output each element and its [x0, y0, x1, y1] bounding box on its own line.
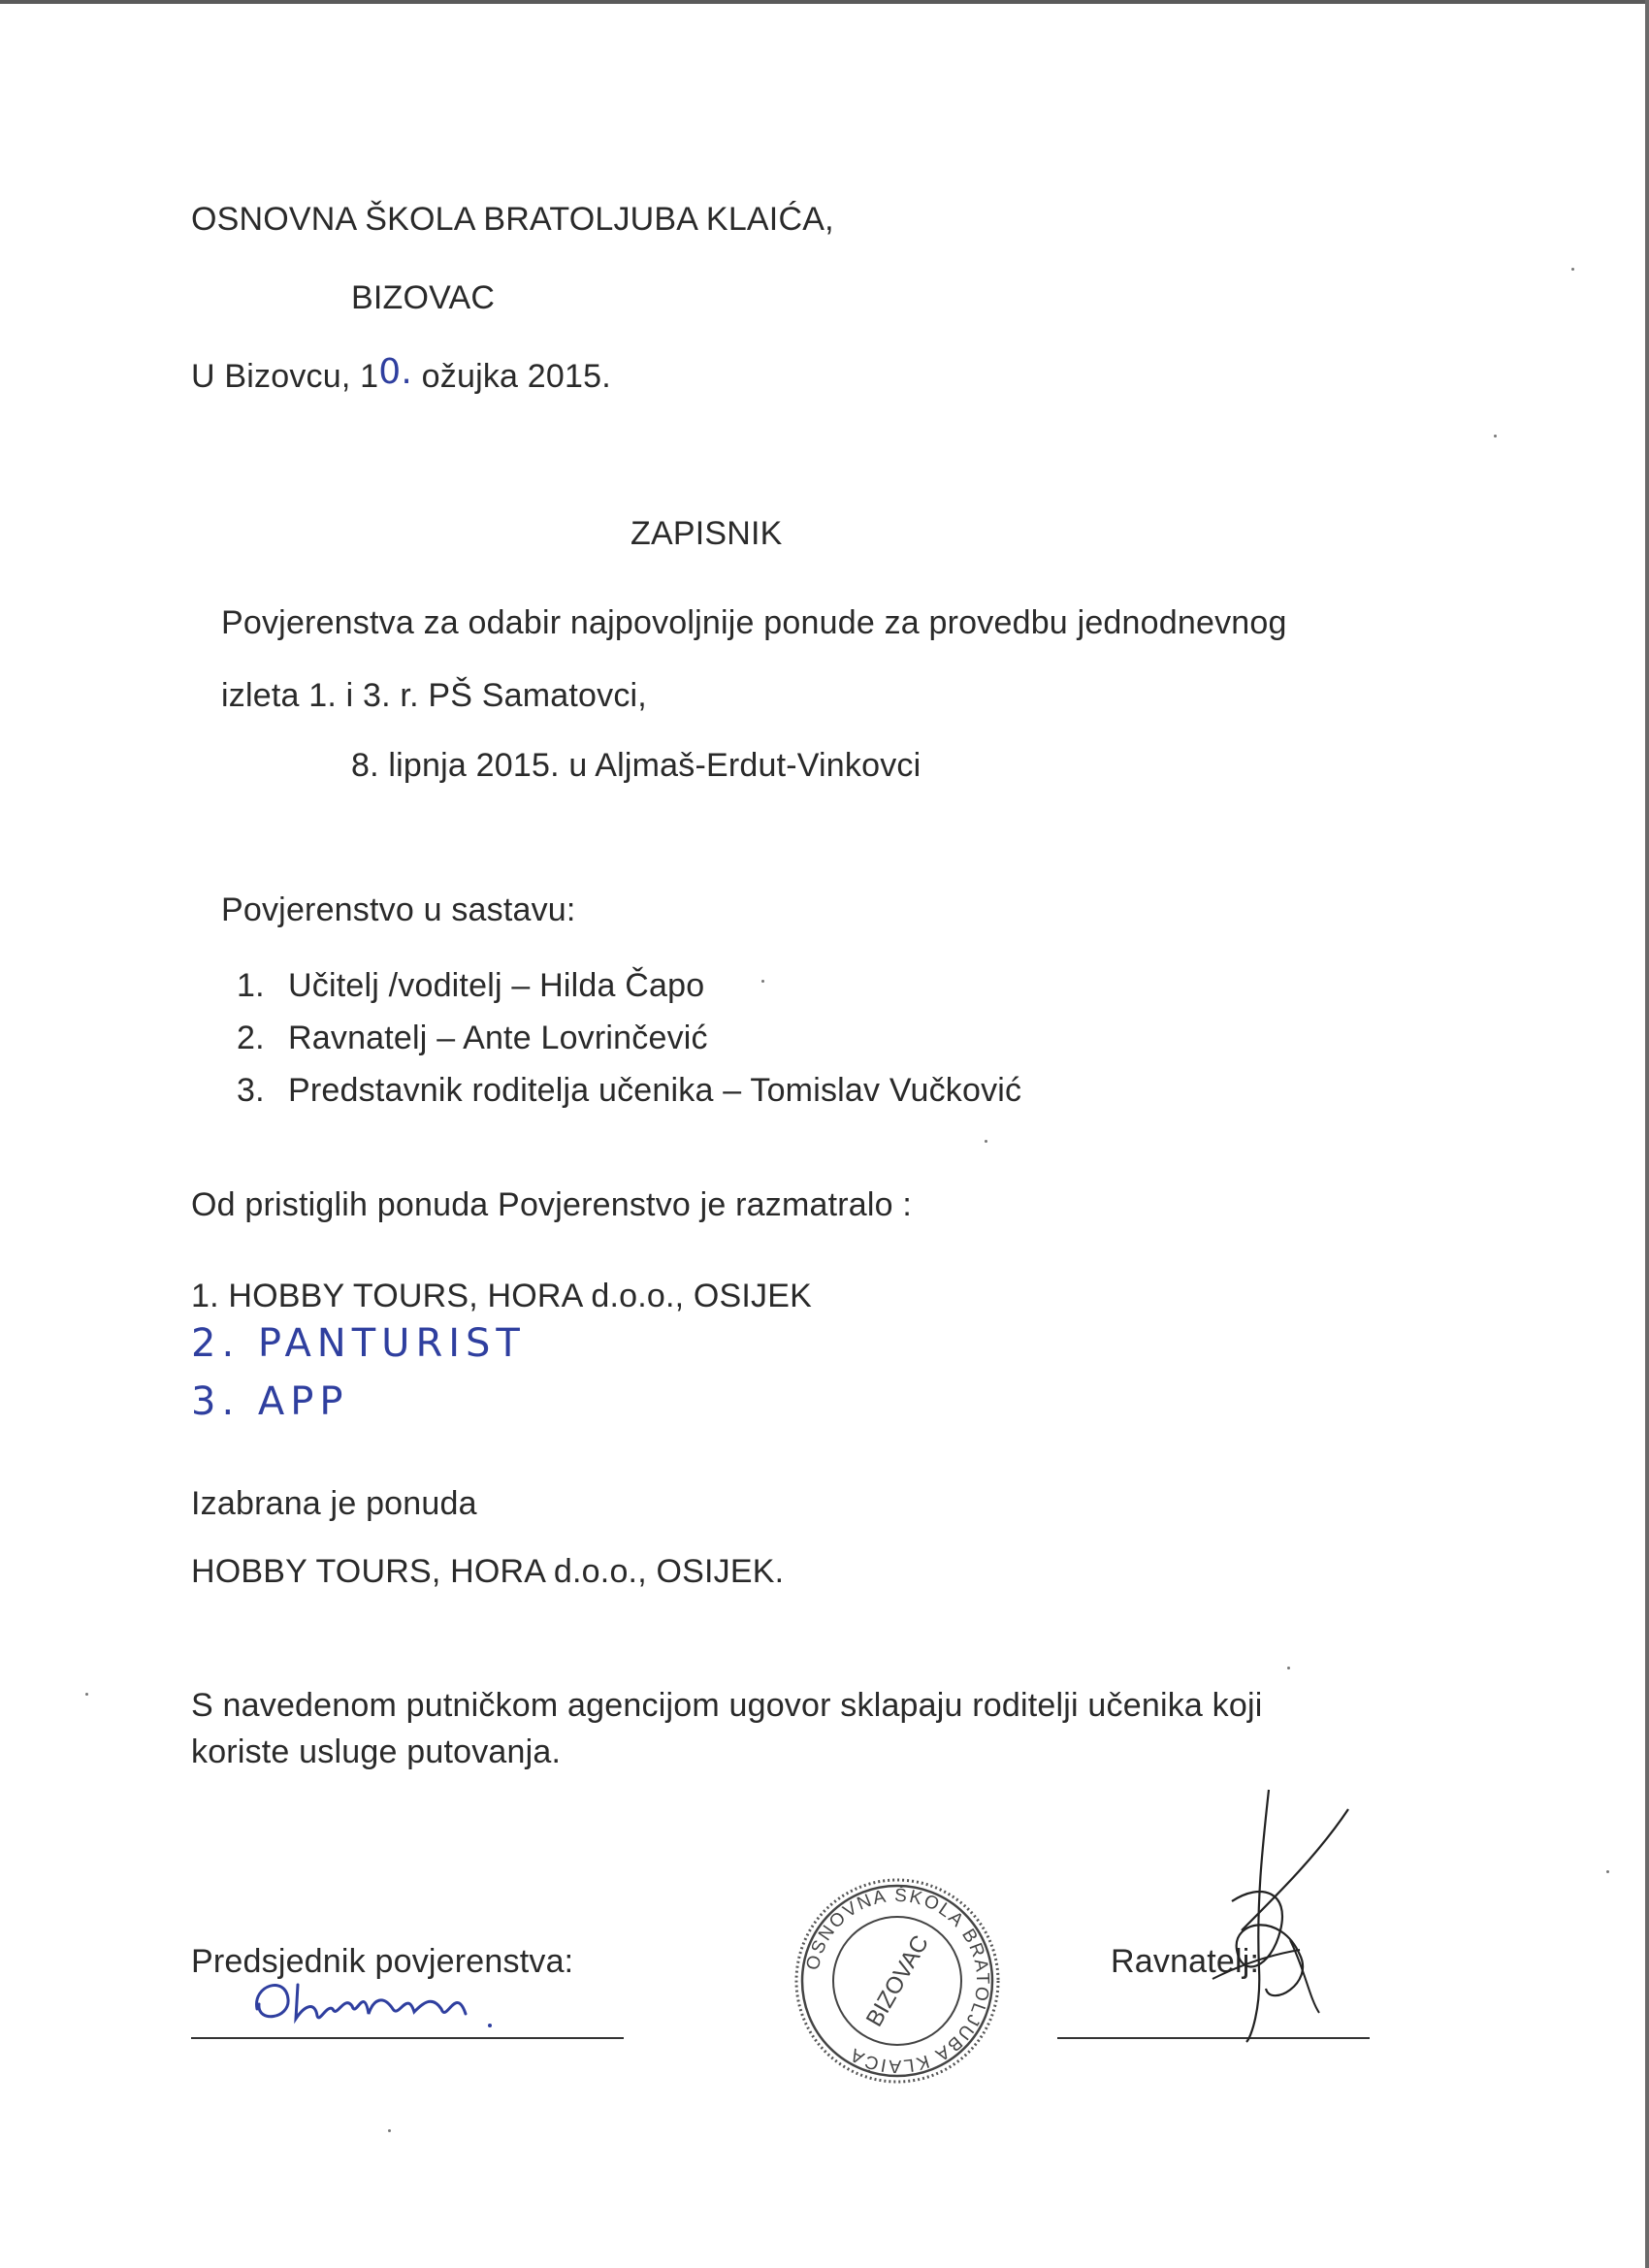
- date-prefix: U Bizovcu, 1: [191, 358, 379, 395]
- scan-speck: [985, 1140, 987, 1143]
- scan-speck: [1287, 1667, 1290, 1669]
- subject-line-2: izleta 1. i 3. r. PŠ Samatovci,: [221, 677, 647, 714]
- scan-speck: [388, 2129, 391, 2132]
- committee-member: Ravnatelj – Ante Lovrinčević: [288, 1020, 708, 1056]
- date-handwritten-day: 0.: [378, 352, 413, 392]
- stamp-center-text: BIZOVAC: [860, 1930, 935, 2031]
- committee-heading: Povjerenstvo u sastavu:: [221, 891, 576, 928]
- document-title: ZAPISNIK: [630, 515, 783, 552]
- closing-line-2: koriste usluge putovanja.: [191, 1733, 562, 1770]
- date-suffix: ožujka 2015.: [421, 358, 611, 395]
- offer-item-handwritten: 3. APP: [191, 1379, 349, 1424]
- committee-member-num: 2.: [237, 1020, 265, 1056]
- president-label: Predsjednik povjerenstva:: [191, 1943, 574, 1980]
- scan-speck: [1606, 1870, 1609, 1873]
- offer-item-handwritten: 2. PANTURIST: [191, 1321, 526, 1366]
- scan-speck: [761, 980, 764, 983]
- principal-signature-icon: [1174, 1785, 1368, 2047]
- scan-edge-top: [0, 0, 1649, 4]
- committee-member-num: 1.: [237, 967, 265, 1004]
- scan-edge-right: [1645, 0, 1649, 2268]
- committee-member: Učitelj /voditelj – Hilda Čapo: [288, 967, 705, 1004]
- selected-heading: Izabrana je ponuda: [191, 1485, 477, 1522]
- school-stamp-icon: [791, 1874, 1004, 2088]
- closing-line-1: S navedenom putničkom agencijom ugovor sklapaju roditelji učenika koji: [191, 1687, 1263, 1724]
- stamp-ring-text: OSNOVNA ŠKOLA BRATOLJUBA KLAIĆA: [802, 1885, 993, 2077]
- principal-label: Ravnatelj:: [1111, 1943, 1260, 1980]
- committee-member-num: 3.: [237, 1072, 265, 1109]
- scan-speck: [1571, 268, 1574, 271]
- offer-item: 1. HOBBY TOURS, HORA d.o.o., OSIJEK: [191, 1278, 813, 1314]
- school-name: OSNOVNA ŠKOLA BRATOLJUBA KLAIĆA,: [191, 201, 834, 238]
- school-town: BIZOVAC: [351, 279, 496, 316]
- president-signature-icon: [247, 1965, 509, 2043]
- selected-offer: HOBBY TOURS, HORA d.o.o., OSIJEK.: [191, 1553, 785, 1590]
- subject-line-3: 8. lipnja 2015. u Aljmaš-Erdut-Vinkovci: [351, 747, 922, 784]
- offers-heading: Od pristiglih ponuda Povjerenstvo je razmatralo :: [191, 1186, 913, 1223]
- scan-speck: [85, 1693, 88, 1696]
- committee-member: Predstavnik roditelja učenika – Tomislav Vučković: [288, 1072, 1022, 1109]
- scan-speck: [1494, 435, 1497, 437]
- subject-line-1: Povjerenstva za odabir najpovoljnije ponude za provedbu jednodnevnog: [221, 604, 1287, 641]
- document-date: [191, 352, 611, 396]
